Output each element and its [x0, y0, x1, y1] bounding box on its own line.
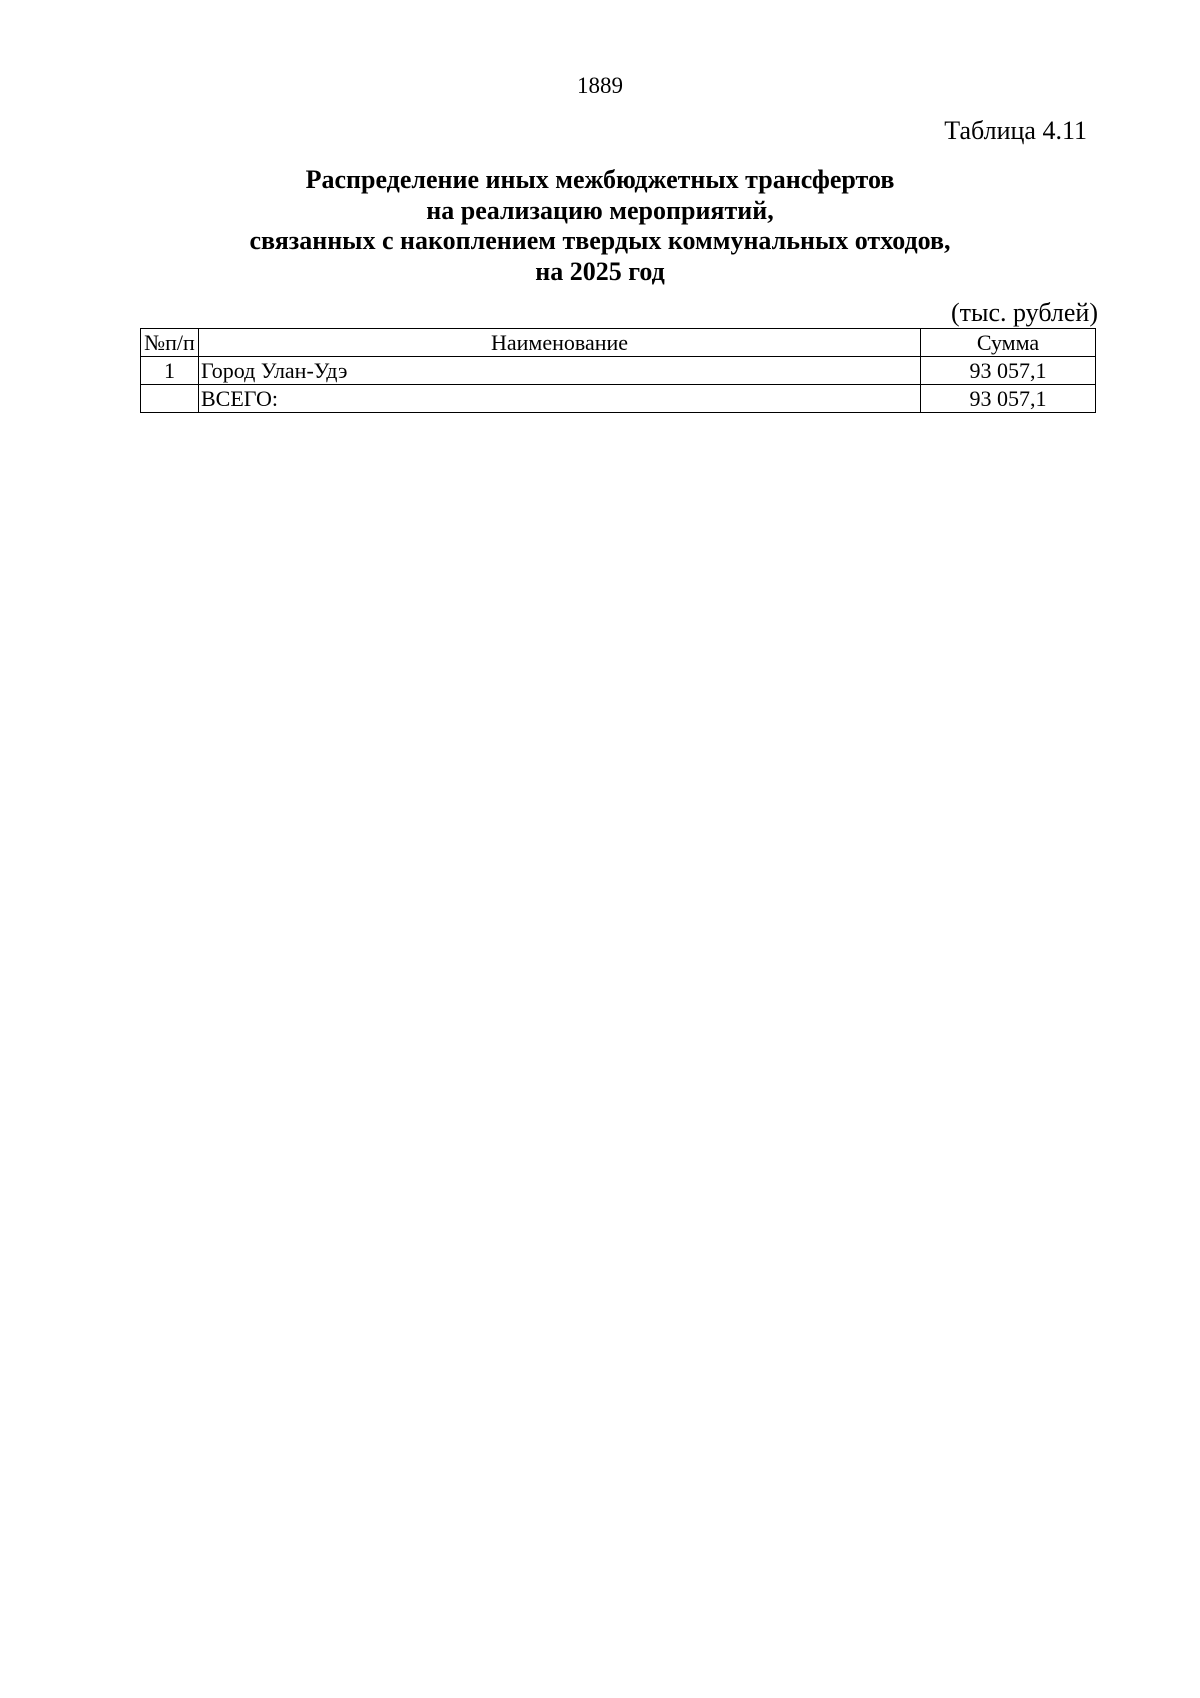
title-line: Распределение иных межбюджетных трансфертов [305, 165, 895, 194]
total-sum: 93 057,1 [921, 385, 1096, 413]
page-number: 1889 [577, 73, 623, 98]
row-name: Город Улан-Удэ [199, 357, 921, 385]
row-sum: 93 057,1 [921, 357, 1096, 385]
header-name: Наименование [199, 329, 921, 357]
total-num [141, 385, 199, 413]
header-num: №п/п [141, 329, 199, 357]
title-line: на реализацию мероприятий, [426, 195, 774, 225]
header-sum: Сумма [921, 329, 1096, 357]
title-line: связанных с накоплением твердых коммунальных отходов, [249, 226, 951, 255]
title-line: на 2025 год [535, 256, 665, 286]
document-title [0, 165, 1200, 287]
table-header-row [141, 329, 1096, 357]
table-label: Таблица 4.11 [944, 116, 1087, 145]
total-label: ВСЕГО: [199, 385, 921, 413]
transfers-table [140, 328, 1096, 413]
units-label: (тыс. рублей) [950, 298, 1098, 327]
table-row [141, 357, 1096, 385]
row-num: 1 [141, 357, 199, 385]
table-total-row [141, 385, 1096, 413]
